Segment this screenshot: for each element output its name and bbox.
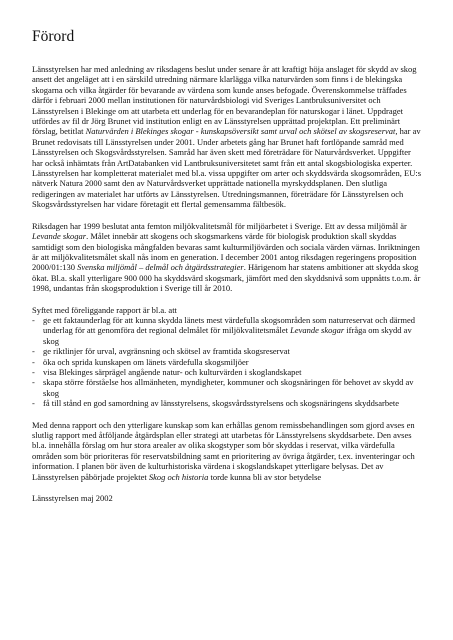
text-run: torde kunna bli av stor betydelse	[208, 471, 322, 482]
text-run: skapa större förståelse hos allmänheten, myndigheter, kommuner och skogsnäringen för behovet av skydd av skog	[43, 377, 414, 398]
text-run: visa Blekinges särprägel angående natur- och kulturvärden i skoglandskapet	[43, 366, 302, 377]
text-run: ge riktlinjer för urval, avgränsning och skötsel av framtida skogsreservat	[43, 346, 290, 357]
goal-name-italic: Levande skogar	[32, 231, 87, 242]
list-item	[32, 357, 423, 367]
paragraph-environmental-goals	[32, 221, 423, 294]
text-run: Länsstyrelsen har med anledning av riksdagens beslut under senare år att kraftigt höja anslaget för skydd av skog ansett det angeläget att i en särskild utredning närmare klarlägga vilka naturvärden som finns i de blekingska skogarna och vilka åtgärder för bevarande av värdena som kunde anses befogade. Överenskommelse träffades därför i februari 2000 mellan institutionen för naturvårdsbiologi vid Sveriges Lantbruksuniversitet och Länsstyrelsen i Blekinge om att utarbeta ett underlag för en bevarandeplan för naturskogar i länet. Uppdraget utfördes av fil dr Jörg Brunet vid institution enligt en av Länsstyrelsen upprättad projektplan. Ett preliminärt förslag, betitlat	[32, 64, 417, 137]
purpose-section	[32, 305, 423, 409]
dash-marker: -	[32, 356, 35, 367]
text-run: . Målet innebär att skogens och skogsmarkens värde för biologisk produktion skall skyddas samtidigt som den biologiska mångfalden bevaras samt kulturmiljövärden och sociala värden värnas. Inriktningen är att miljökvalitetsmålet skall nås inom en generation. I december 2001 antog riksdagen regeringens proposition 2000/01:130	[32, 231, 420, 273]
dash-marker: -	[32, 377, 35, 388]
dash-marker: -	[32, 314, 35, 325]
signature-line: Länsstyrelsen maj 2002	[32, 493, 113, 504]
purpose-list	[32, 315, 423, 409]
text-run: , har av Brunet redovisats till Länsstyrelsen under 2001. Under arbetets gång har Brunet haft fortlöpande samråd med Länsstyrelsen och Skogsvårdsstyrelsen. Samråd har även skett med företrädare för Naturvårdsverket. Uppgifter har också inhämtats från ArtDatabanken vid Lantbruksuniversitetet samt från ett antal skogsbiologiska experter. Länsstyrelsen har kompletterat materialet med bl.a. vissa uppgifter om arter och skyddsvärda skogsområden, EU:s nätverk Natura 2000 samt den av Naturvårdsverket upprättade nationella myrskyddsplanen. Den slutliga redigeringen av materialet har utförts av Länsstyrelsen. Utredningsmannen, företrädare för Länsstyrelsen och Skogsvårdsstyrelsen har vidare företagit ett flertal gemensamma fältbesök.	[32, 126, 421, 210]
text-run: Med denna rapport och den ytterligare kunskap som kan erhållas genom remissbehandlingen som gjord avses en slutlig rapport med åtföljande åtgärdsplan eller strategi att utarbetas för Länsstyrelsens skyddsarbete. Den avses bl.a. innehålla förslag om hur stora arealer av olika skogstyper som bör skyddas i reservat, vilka värdefulla områden som bör prioriteras för reservatsbildning samt en prioritering av övriga åtgärder, t.ex. inventeringar och information. I planen bör även de kulturhistoriska värdena i skogslandskapet ytterligare belysas. Det av Länsstyrelsen påbörjade projektet	[32, 419, 415, 482]
text-run: . Härigenom har statens ambitioner att skydda skog ökat. Bl.a. skall ytterligare 900 000 ha skyddsvärd skogsmark, jämfört med den skyddsnivå som uppnåtts t.o.m. år 1998, undantas från skogsproduktion i Sverige till år 2010.	[32, 262, 421, 294]
dash-marker: -	[32, 346, 35, 357]
project-name-italic: Skog och historia	[148, 471, 209, 482]
list-item	[32, 346, 423, 356]
text-run: få till stånd en god samordning av länsstyrelsens, skogsvårdsstyrelsens och skogsnäringens skyddsarbete	[43, 398, 399, 409]
text-run: Riksdagen har 1999 beslutat anta femton miljökvalitetsmål för miljöarbetet i Sverige. Ett av dessa miljömål är	[32, 220, 407, 231]
dash-marker: -	[32, 398, 35, 409]
proposition-title-italic: Svenska miljömål – delmål och åtgärdsstrategier	[77, 262, 244, 273]
list-item	[32, 377, 423, 398]
purpose-intro: Syftet med föreliggande rapport är bl.a. att	[32, 304, 177, 315]
text-run: öka och sprida kunskapen om länets värdefulla skogsmiljöer	[43, 356, 249, 367]
text-run: ge ett faktaunderlag för att kunna skydda länets mest värdefulla skogsområden som naturreservat och därmed underlag för att genomföra det regional delmålet för miljökvalitetsmålet	[43, 314, 415, 336]
report-title-italic: Naturvärden i Blekinges skogar - kunskapsöversikt samt urval och skötsel av skogsreservat	[85, 126, 396, 137]
list-item	[32, 315, 423, 346]
dash-marker: -	[32, 366, 35, 377]
text-run: ifråga om skydd av skog	[43, 325, 412, 346]
list-item	[32, 398, 423, 408]
list-item	[32, 367, 423, 377]
goal-name-italic: Levande skogar	[290, 325, 345, 336]
paragraph-future-report	[32, 420, 423, 482]
page-title: Förord	[32, 28, 75, 45]
paragraph-background	[32, 64, 423, 210]
